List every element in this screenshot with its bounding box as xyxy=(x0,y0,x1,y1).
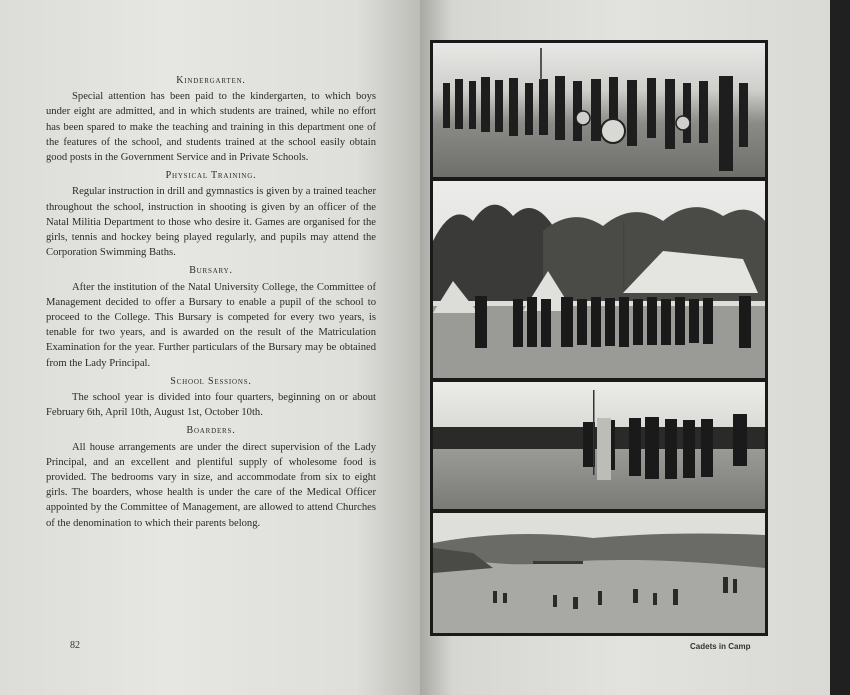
section-boarders xyxy=(46,423,376,530)
section-heading: Physical Training. xyxy=(165,170,257,182)
photo-caption: Cadets in Camp xyxy=(690,642,751,651)
section-heading: Bursary. xyxy=(189,265,233,277)
parade-line-photo xyxy=(433,382,765,509)
page-edge xyxy=(830,0,850,695)
section-paragraph: The school year is divided into four quarters, beginning on or about February 6th, April 10th, August 1st, October 10th. xyxy=(46,392,376,419)
photo-column xyxy=(430,40,768,636)
section-paragraph: Regular instruction in drill and gymnastics is given by a trained teacher throughout the school, instruction in shooting is given by an officer of the Natal Militia Department to those who desire it. Games are organised for the girls, tennis and hockey being played regularly, and pupils may attend the Corporation Swimming Baths. xyxy=(46,186,376,259)
text-column xyxy=(46,70,376,534)
page-number: 82 xyxy=(70,640,80,651)
section-paragraph: All house arrangements are under the direct supervision of the Lady Principal, and an excellent and plentiful supply of wholesome food is provided. The bedrooms vary in size, and accommodate from six to eight girls. The boarders, whose health is under the care of the Medical Officer appointed by the Committee of Management, are allowed to attend Churches of the denomination to which their parents belong. xyxy=(46,441,376,529)
camp-tents-photo xyxy=(433,181,765,378)
section-school-sessions xyxy=(46,374,376,421)
section-heading: Boarders. xyxy=(186,425,236,437)
band-photo xyxy=(433,43,765,177)
section-bursary xyxy=(46,263,376,370)
section-kindergarten xyxy=(46,73,376,165)
landscape-camp-photo xyxy=(433,513,765,633)
section-paragraph: After the institution of the Natal University College, the Committee of Management decided to offer a Bursary to enable a pupil of the school to proceed to the College. This Bursary is competed for every two years, is tenable for two years, and is awarded on the result of the Matriculation Examination for the year. Further particulars of the Bursary may be obtained from the Lady Principal. xyxy=(46,281,376,369)
section-heading: Kindergarten. xyxy=(176,75,246,86)
left-page xyxy=(0,0,420,695)
section-physical-training xyxy=(46,168,376,260)
section-paragraph: Special attention has been paid to the kindergarten, to which boys under eight are admitted, and in which students are trained, while no effort has been spared to make the teaching and training in this department one of the features of the school, and students trained at the school easily obtain good posts in the Government Service and in Private Schools. xyxy=(46,91,376,164)
section-heading: School Sessions. xyxy=(170,375,252,387)
